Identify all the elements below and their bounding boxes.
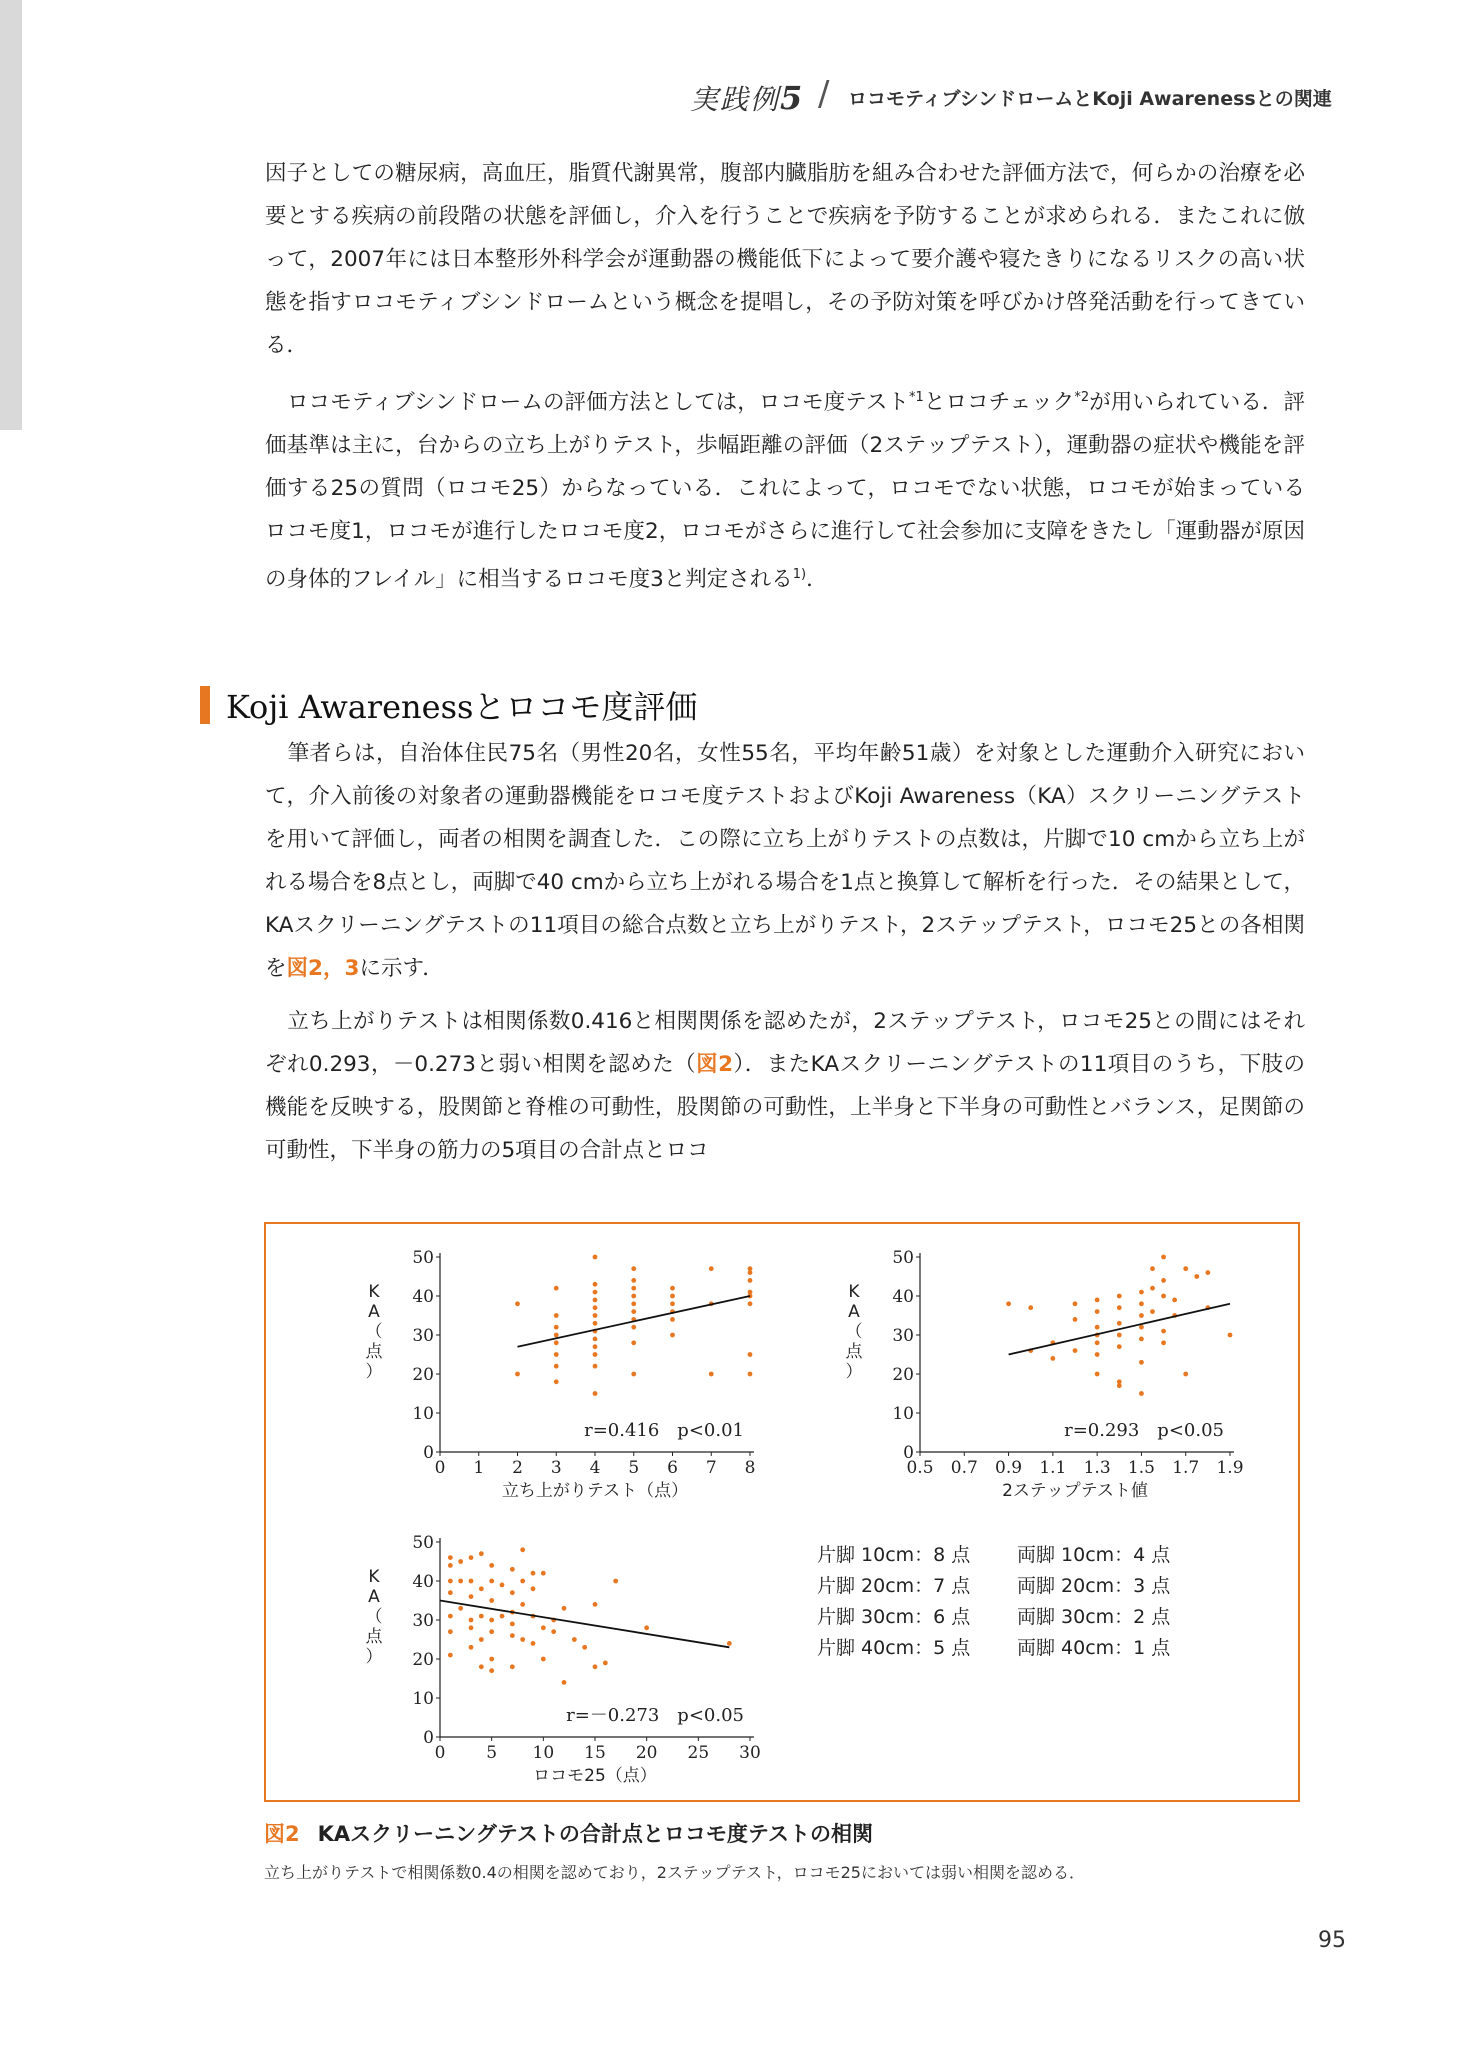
scatter-chart-standup — [340, 1240, 780, 1510]
data-point — [510, 1622, 515, 1627]
data-point — [489, 1668, 494, 1673]
side-tab-marker — [0, 0, 22, 430]
data-point — [1117, 1383, 1122, 1388]
data-point — [479, 1614, 484, 1619]
data-point — [631, 1301, 636, 1306]
data-point — [515, 1372, 520, 1377]
data-point — [1161, 1340, 1166, 1345]
x-tick-label: 3 — [550, 1458, 562, 1478]
data-point — [670, 1294, 675, 1299]
data-point — [1183, 1266, 1188, 1271]
data-point — [644, 1625, 649, 1630]
data-point — [554, 1340, 559, 1345]
data-point — [593, 1364, 598, 1369]
x-axis-label: 2ステップテスト値 — [1002, 1481, 1148, 1501]
x-tick-label: 2 — [512, 1458, 523, 1478]
data-point — [1139, 1301, 1144, 1306]
y-axis-label: K A （点） — [365, 1282, 383, 1382]
y-tick-label: 20 — [412, 1365, 434, 1385]
data-point — [1095, 1325, 1100, 1330]
data-point — [593, 1298, 598, 1303]
data-point — [593, 1282, 598, 1287]
x-tick-label: 1.9 — [1216, 1458, 1244, 1478]
data-point — [515, 1301, 520, 1306]
data-point — [748, 1352, 753, 1357]
data-point — [670, 1286, 675, 1291]
data-point — [1073, 1301, 1078, 1306]
correlation-annotation: r=－0.273 p<0.05 — [566, 1705, 744, 1726]
correlation-annotation: r=0.293 p<0.05 — [1064, 1420, 1224, 1441]
y-axis-label: K A （点） — [845, 1282, 863, 1382]
y-tick-label: 50 — [412, 1248, 434, 1268]
data-point — [1161, 1278, 1166, 1283]
figure-label: 図2 — [264, 1822, 300, 1846]
data-point — [541, 1571, 546, 1576]
data-point — [593, 1664, 598, 1669]
x-tick-label: 0.7 — [950, 1458, 978, 1478]
data-point — [510, 1567, 515, 1572]
data-point — [709, 1266, 714, 1271]
data-point — [1150, 1286, 1155, 1291]
data-point — [593, 1344, 598, 1349]
data-point — [489, 1657, 494, 1662]
data-point — [489, 1618, 494, 1623]
data-point — [448, 1590, 453, 1595]
data-point — [748, 1270, 753, 1275]
data-point — [541, 1625, 546, 1630]
x-tick-label: 1.3 — [1083, 1458, 1111, 1478]
legend-row: 片脚 20cm：7 点 両脚 20cm：3 点 — [817, 1575, 1171, 1597]
data-point — [500, 1583, 505, 1588]
data-point — [582, 1645, 587, 1650]
data-point — [593, 1313, 598, 1318]
data-point — [448, 1579, 453, 1584]
data-point — [1095, 1309, 1100, 1314]
data-point — [1161, 1329, 1166, 1334]
reference-mark: 1) — [792, 567, 807, 583]
data-point — [1117, 1344, 1122, 1349]
data-point — [1150, 1266, 1155, 1271]
x-tick-label: 15 — [584, 1743, 606, 1763]
data-point — [1205, 1270, 1210, 1275]
data-point — [593, 1602, 598, 1607]
data-point — [1139, 1337, 1144, 1342]
data-point — [631, 1340, 636, 1345]
data-point — [531, 1586, 536, 1591]
data-point — [670, 1317, 675, 1322]
data-point — [500, 1614, 505, 1619]
data-point — [469, 1579, 474, 1584]
data-point — [489, 1629, 494, 1634]
figure-reference[interactable]: 図2，3 — [286, 956, 360, 981]
y-tick-label: 30 — [412, 1326, 434, 1346]
data-point — [469, 1645, 474, 1650]
data-point — [1117, 1333, 1122, 1338]
data-point — [554, 1313, 559, 1318]
data-point — [551, 1629, 556, 1634]
x-tick-label: 25 — [687, 1743, 710, 1763]
data-point — [469, 1625, 474, 1630]
header-slash: / — [818, 74, 830, 114]
data-point — [1117, 1321, 1122, 1326]
x-tick-label: 1.7 — [1172, 1458, 1200, 1478]
paragraph-4: 立ち上がりテストは相関係数0.416と相関関係を認めたが，2ステップテスト，ロコモ25との間にはそれぞれ0.293，－0.273と弱い相関を認めた（図2）．またKAスクリーニングテストの11項目のうち，下肢の機能を反映する，股関節と脊椎の可動性，股関節の可動性，上半身と下半身の可動性とバランス，足関節の可動性，下半身の筋力の5項目の合計点とロコ — [265, 1009, 1306, 1163]
data-point — [1095, 1298, 1100, 1303]
data-point — [469, 1594, 474, 1599]
x-tick-label: 0.9 — [995, 1458, 1023, 1478]
x-tick-label: 30 — [739, 1743, 761, 1763]
data-point — [748, 1301, 753, 1306]
data-point — [631, 1294, 636, 1299]
figure-caption-text: 立ち上がりテストで相関係数0.4の相関を認めており，2ステップテスト，ロコモ25においては弱い相関を認める． — [264, 1863, 1085, 1882]
y-tick-label: 40 — [892, 1287, 914, 1307]
paragraph-1: 因子としての糖尿病，高血圧，脂質代謝異常，腹部内臓脂肪を組み合わせた評価方法で，何らかの治療を必要とする疾病の前段階の状態を評価し，介入を行うことで疾病を予防することが求められる．またこれに倣って，2007年には日本整形外科学会が運動器の機能低下によって要介護や寝たきりになるリスクの高い状態を指すロコモティブシンドロームという概念を提唱し，その予防対策を呼びかけ啓発活動を行ってきている． — [265, 161, 1305, 358]
data-point — [593, 1352, 598, 1357]
data-point — [1073, 1317, 1078, 1322]
chapter-mark: 実践例5 — [690, 79, 805, 117]
data-point — [479, 1551, 484, 1556]
data-point — [1006, 1301, 1011, 1306]
data-point — [1095, 1352, 1100, 1357]
data-point — [448, 1614, 453, 1619]
data-point — [593, 1391, 598, 1396]
y-tick-label: 20 — [412, 1650, 434, 1670]
data-point — [448, 1555, 453, 1560]
data-point — [1050, 1356, 1055, 1361]
data-point — [670, 1301, 675, 1306]
figure-caption-title: 図2 KAスクリーニングテストの合計点とロコモ度テストの相関 — [264, 1822, 874, 1846]
data-point — [593, 1255, 598, 1260]
data-point — [748, 1372, 753, 1377]
data-point — [562, 1680, 567, 1685]
data-point — [541, 1657, 546, 1662]
data-point — [1117, 1294, 1122, 1299]
data-point — [469, 1618, 474, 1623]
data-point — [510, 1664, 515, 1669]
data-point — [631, 1372, 636, 1377]
x-tick-label: 0 — [434, 1458, 446, 1478]
y-tick-label: 50 — [892, 1248, 914, 1268]
x-axis-label: ロコモ25（点） — [533, 1766, 657, 1786]
data-point — [1228, 1333, 1233, 1338]
y-tick-label: 0 — [423, 1443, 434, 1463]
data-point — [510, 1633, 515, 1638]
data-point — [593, 1337, 598, 1342]
data-point — [1172, 1298, 1177, 1303]
y-tick-label: 30 — [892, 1326, 914, 1346]
data-point — [593, 1305, 598, 1310]
y-tick-label: 0 — [903, 1443, 914, 1463]
legend-row: 片脚 40cm：5 点 両脚 40cm：1 点 — [817, 1637, 1171, 1659]
data-point — [572, 1637, 577, 1642]
data-point — [448, 1563, 453, 1568]
data-point — [1194, 1274, 1199, 1279]
data-point — [448, 1629, 453, 1634]
data-point — [489, 1598, 494, 1603]
x-tick-label: 8 — [744, 1458, 756, 1478]
figure-reference[interactable]: 図2 — [696, 1052, 734, 1077]
scatter-chart-locomo25 — [340, 1525, 780, 1795]
data-point — [531, 1571, 536, 1576]
section-bar — [200, 686, 210, 724]
y-axis-label: K A （点） — [365, 1567, 383, 1667]
data-point — [1139, 1391, 1144, 1396]
x-tick-label: 6 — [667, 1458, 678, 1478]
data-point — [1117, 1305, 1122, 1310]
x-tick-label: 10 — [532, 1743, 555, 1763]
data-point — [1161, 1255, 1166, 1260]
section-title: Koji Awarenessとロコモ度評価 — [226, 688, 698, 726]
legend-row: 片脚 30cm：6 点 両脚 30cm：2 点 — [817, 1606, 1171, 1628]
y-tick-label: 10 — [412, 1689, 434, 1709]
data-point — [554, 1325, 559, 1330]
x-tick-label: 1.5 — [1127, 1458, 1155, 1478]
data-point — [469, 1555, 474, 1560]
data-point — [1095, 1372, 1100, 1377]
data-point — [709, 1372, 714, 1377]
x-tick-label: 20 — [635, 1743, 658, 1763]
data-point — [479, 1586, 484, 1591]
data-point — [1139, 1325, 1144, 1330]
data-point — [458, 1579, 463, 1584]
data-point — [520, 1547, 525, 1552]
data-point — [489, 1579, 494, 1584]
data-point — [1073, 1348, 1078, 1353]
data-point — [520, 1579, 525, 1584]
y-tick-label: 50 — [412, 1533, 434, 1553]
x-tick-label: 5 — [628, 1458, 640, 1478]
y-tick-label: 40 — [412, 1287, 434, 1307]
x-tick-label: 4 — [589, 1458, 601, 1478]
data-point — [1139, 1360, 1144, 1365]
data-point — [479, 1664, 484, 1669]
x-tick-label: 5 — [486, 1743, 498, 1763]
data-point — [479, 1637, 484, 1642]
footnote-mark-1: *1 — [909, 390, 924, 405]
paragraph-2: ロコモティブシンドロームの評価方法としては，ロコモ度テスト$^{*1}$とロコチェック$^{*2}$が用いられている．評価基準は主に，台からの立ち上がりテスト，歩幅距離の評価（2ステップテスト），運動器の症状や機能を評価する25の質問（ロコモ25）からなっている．これによって，ロコモでない状態，ロコモが始まっているロコモ度1，ロコモが進行したロコモ度2，ロコモがさらに進行して社会参加に支障をきたし「運動器が原因の身体的フレイル」に相当するロコモ度3と判定される$^{1)}$． — [265, 390, 1305, 593]
data-point — [448, 1653, 453, 1658]
x-tick-label: 7 — [705, 1458, 717, 1478]
data-point — [554, 1286, 559, 1291]
data-point — [593, 1290, 598, 1295]
data-point — [554, 1333, 559, 1338]
data-point — [458, 1606, 463, 1611]
header-title: ロコモティブシンドロームとKoji Awarenessとの関連 — [848, 88, 1332, 110]
data-point — [510, 1590, 515, 1595]
data-point — [631, 1325, 636, 1330]
data-point — [554, 1364, 559, 1369]
data-point — [631, 1286, 636, 1291]
data-point — [631, 1309, 636, 1314]
x-tick-label: 0.5 — [906, 1458, 934, 1478]
x-tick-label: 1.1 — [1039, 1458, 1067, 1478]
data-point — [1139, 1313, 1144, 1318]
data-point — [554, 1379, 559, 1384]
data-point — [520, 1637, 525, 1642]
data-point — [554, 1352, 559, 1357]
y-tick-label: 0 — [423, 1728, 434, 1748]
conversion-legend — [817, 1540, 1217, 1664]
y-tick-label: 20 — [892, 1365, 914, 1385]
data-point — [1161, 1294, 1166, 1299]
data-point — [458, 1559, 463, 1564]
y-tick-label: 40 — [412, 1572, 434, 1592]
data-point — [1095, 1340, 1100, 1345]
page-number: 95 — [1318, 1928, 1346, 1953]
data-point — [631, 1278, 636, 1283]
data-point — [1150, 1309, 1155, 1314]
data-point — [1139, 1290, 1144, 1295]
running-header — [690, 74, 1332, 118]
scatter-chart-two-step — [820, 1240, 1260, 1510]
x-tick-label: 1 — [473, 1458, 485, 1478]
y-tick-label: 30 — [412, 1611, 434, 1631]
data-point — [1183, 1372, 1188, 1377]
data-point — [727, 1641, 732, 1646]
data-point — [1028, 1305, 1033, 1310]
data-point — [603, 1661, 608, 1666]
data-point — [631, 1266, 636, 1271]
x-tick-label: 0 — [434, 1743, 446, 1763]
data-point — [531, 1641, 536, 1646]
data-point — [748, 1278, 753, 1283]
data-point — [562, 1606, 567, 1611]
data-point — [670, 1333, 675, 1338]
paragraph-3: 筆者らは，自治体住民75名（男性20名，女性55名，平均年齢51歳）を対象とした運動介入研究において，介入前後の対象者の運動器機能をロコモ度テストおよびKoji Awareness（KA）スクリーニングテストを用いて評価し，両者の相関を調査した．この際に立ち上がりテストの点数は，片脚で10 cmから立ち上がれる場合を8点とし，両脚で40 cmから立ち上がれる場合を1点と換算して解析を行った．その結果として，KAスクリーニングテストの11項目の総合点数と立ち上がりテスト，2ステップテスト，ロコモ25との各相関を図2，3に示す． — [265, 741, 1305, 981]
data-point — [613, 1579, 618, 1584]
data-point — [593, 1321, 598, 1326]
data-point — [489, 1563, 494, 1568]
correlation-annotation: r=0.416 p<0.01 — [584, 1420, 744, 1441]
footnote-mark-2: *2 — [1074, 390, 1090, 405]
y-tick-label: 10 — [892, 1404, 914, 1424]
legend-row: 片脚 10cm：8 点 両脚 10cm：4 点 — [817, 1544, 1171, 1566]
x-axis-label: 立ち上がりテスト（点） — [501, 1481, 689, 1501]
y-tick-label: 10 — [412, 1404, 434, 1424]
data-point — [520, 1602, 525, 1607]
